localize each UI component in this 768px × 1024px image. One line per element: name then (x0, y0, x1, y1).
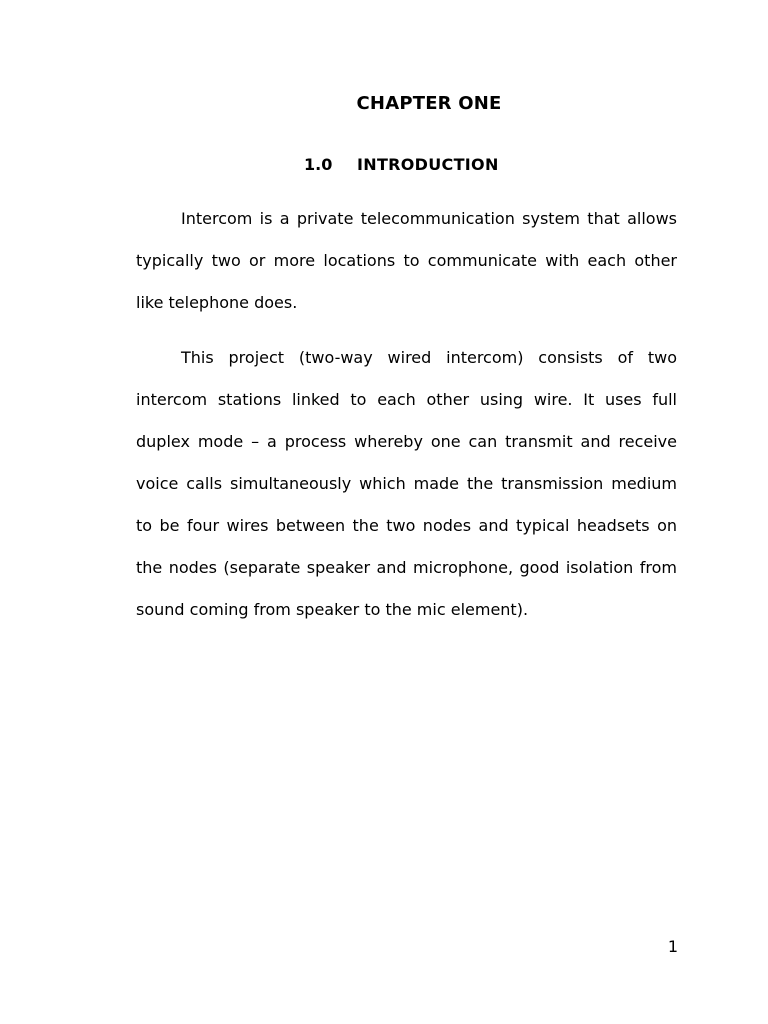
paragraph-intro: Intercom is a private telecommunication system that allows typically two or more locations to communicate with each other like telephone does. (136, 209, 677, 312)
page-number: 1 (667, 937, 678, 956)
paragraph-project-description: This project (two-way wired intercom) consists of two intercom stations linked to each other using wire. It uses full duplex mode – a process whereby one can transmit and receive voice calls simultaneously which made the transmission medium to be four wires between the two nodes and typical headsets on the nodes (separate speaker and microphone, good isolation from sound coming from speaker to the mic element). (136, 348, 677, 619)
section-heading (304, 155, 499, 174)
section-title: INTRODUCTION (357, 155, 499, 174)
chapter-title: CHAPTER ONE (356, 93, 502, 114)
section-number: 1.0 (304, 155, 333, 174)
